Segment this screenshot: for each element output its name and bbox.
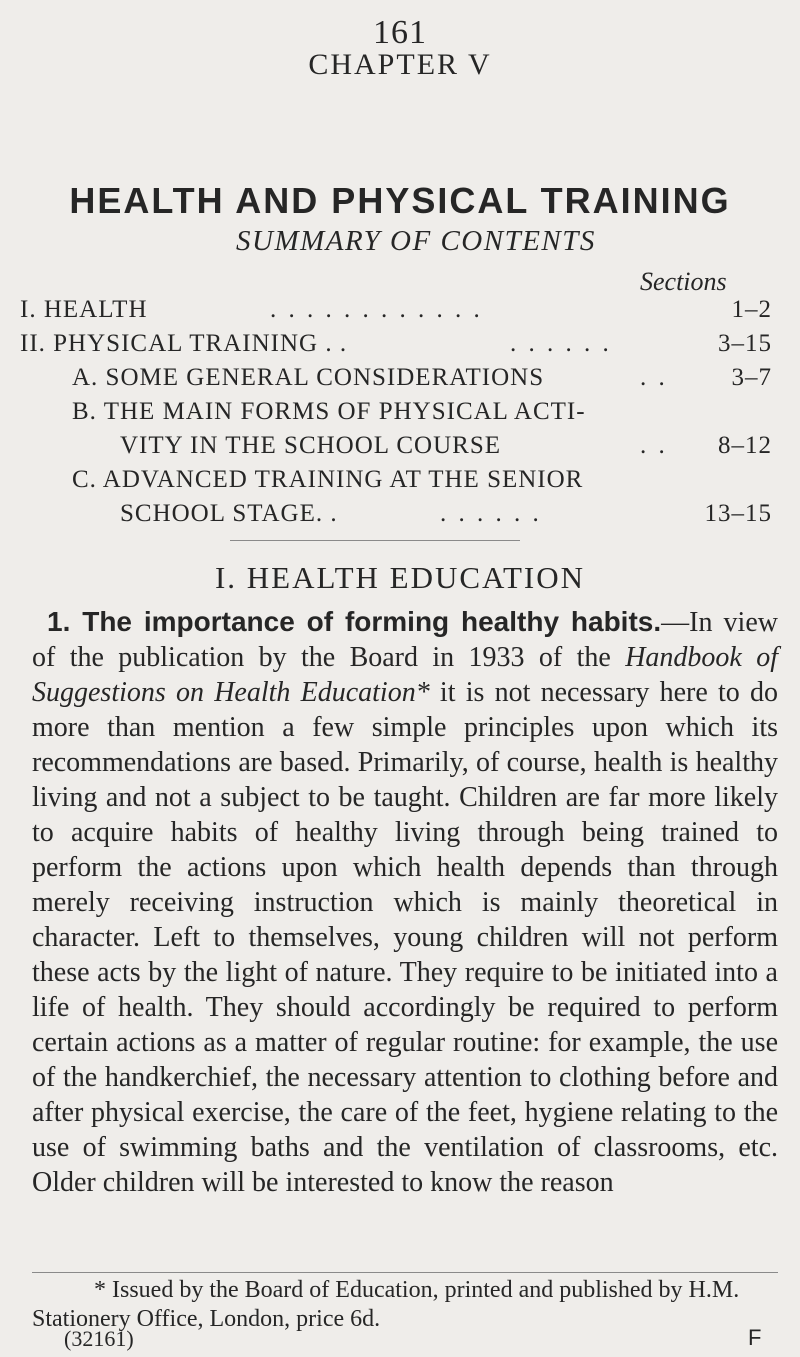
toc-leader-dots: . . . . . . . . . . . . — [270, 296, 483, 323]
chapter-title: HEALTH AND PHYSICAL TRAINING — [69, 180, 731, 221]
toc-leader-dots: . . — [640, 432, 668, 459]
body-paragraph — [32, 604, 778, 1200]
toc-label: SCHOOL STAGE. . — [120, 500, 338, 527]
sections-column-label: Sections — [640, 267, 727, 296]
toc-row — [0, 398, 800, 430]
paragraph-text: —In view of the publication by the Board in 1933 of the — [32, 607, 778, 673]
paragraph-lead: 1. The importance of forming healthy habits. — [47, 606, 662, 637]
toc-row — [0, 296, 800, 328]
printer-code: (32161) — [64, 1326, 134, 1351]
toc-section-range: 1–2 — [731, 296, 772, 323]
toc-label: VITY IN THE SCHOOL COURSE — [120, 432, 502, 459]
summary-subtitle: SUMMARY OF CONTENTS — [236, 225, 596, 257]
footnote: * Issued by the Board of Education, printed and published by H.M. Stationery Office, London, price 6d. — [32, 1277, 740, 1332]
footnote-divider — [32, 1272, 778, 1273]
chapter-heading: CHAPTER V — [308, 48, 492, 81]
toc-leader-dots: . . . . . . — [440, 500, 542, 527]
toc-row — [0, 330, 800, 362]
publication-title: Handbook of Suggestions on Health Education* — [32, 642, 778, 708]
toc-row — [0, 432, 800, 464]
toc-row — [0, 466, 800, 498]
toc-section-range: 8–12 — [718, 432, 772, 459]
toc-row — [0, 364, 800, 396]
toc-label: B. THE MAIN FORMS OF PHYSICAL ACTI- — [72, 398, 586, 425]
toc-leader-dots: . . . . . . — [510, 330, 612, 357]
section-divider — [230, 540, 520, 541]
toc-label: I. HEALTH — [20, 296, 148, 323]
toc-label: A. SOME GENERAL CONSIDERATIONS — [72, 364, 545, 391]
toc-row — [0, 500, 800, 532]
toc-leader-dots: . . — [640, 364, 668, 391]
signature-mark: F — [748, 1325, 762, 1350]
section-heading: I. HEALTH EDUCATION — [214, 560, 586, 595]
toc-section-range: 3–7 — [731, 364, 772, 391]
paragraph-text: it is not necessary here to do more than mention a few simple principles upon which its recommendations are based. Primarily, of course, health is healthy living and not a subject to be taught. Children are far more likely to acquire habits of healthy living through being trained to perform the actions upon which health depends than through merely receiving instruction which is mainly theoretical in character. Left to themselves, young children will not perform these acts by the light of nature. They require to be initiated into a life of health. They should accordingly be required to perform certain actions as a matter of regular routine: for example, the use of the handkerchief, the necessary attention to clothing before and after physical exercise, the care of the feet, hygiene relating to the use of swimming baths and the ventilation of classrooms, etc. Older children will be interested to know the reason — [32, 677, 778, 1198]
page-number: 161 — [373, 14, 427, 51]
toc-section-range: 3–15 — [718, 330, 772, 357]
toc-label: II. PHYSICAL TRAINING . . — [20, 330, 348, 357]
toc-section-range: 13–15 — [704, 500, 772, 527]
toc-label: C. ADVANCED TRAINING AT THE SENIOR — [72, 466, 584, 493]
